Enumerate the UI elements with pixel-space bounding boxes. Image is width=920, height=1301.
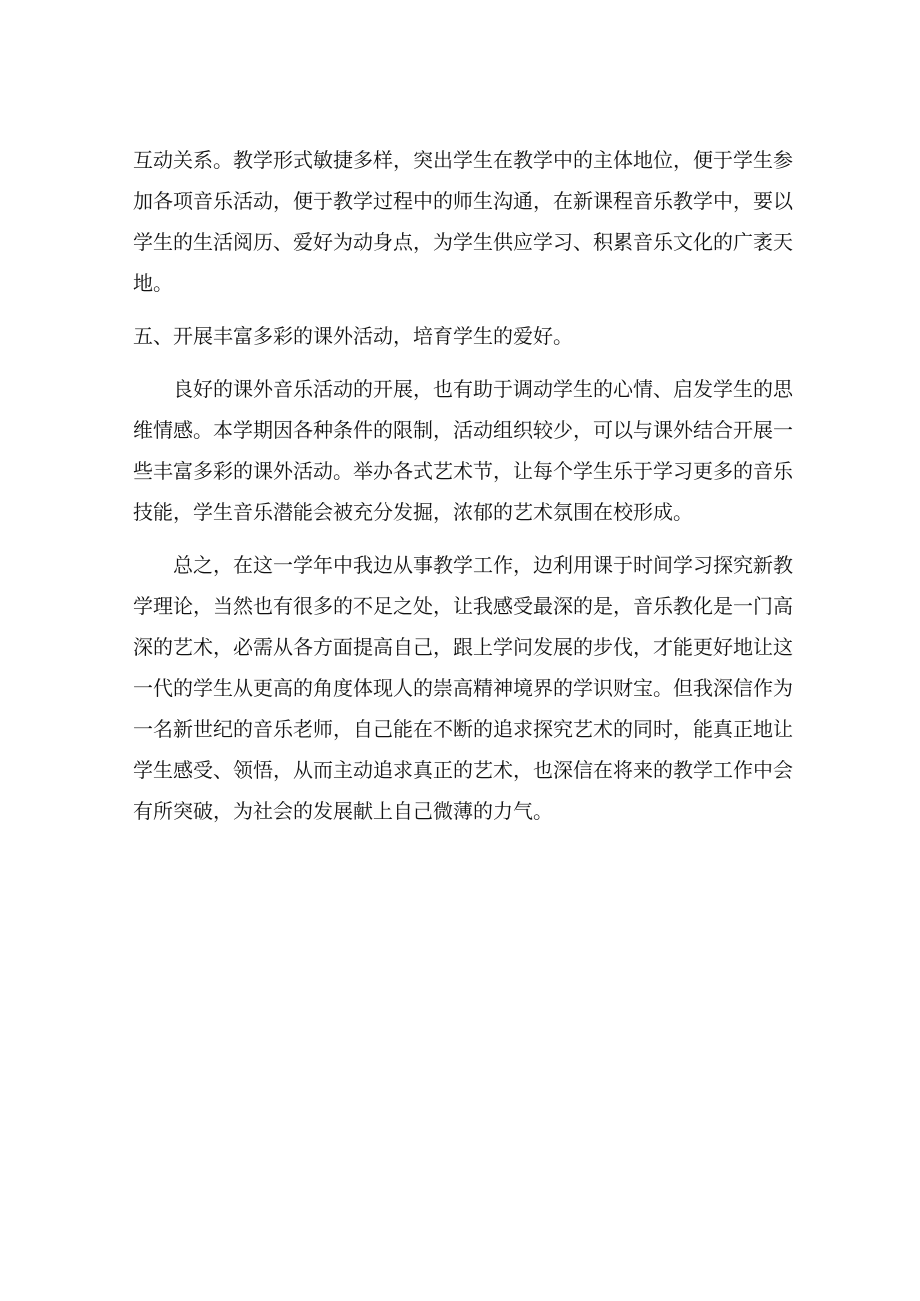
paragraph-continuation: 互动关系。教学形式敏捷多样，突出学生在教学中的主体地位，便于学生参加各项音乐活动，便于教学过程中的师生沟通，在新课程音乐教学中，要以学生的生活阅历、爱好为动身点，为学生供应学习、积累音乐文化的广袤天地。 bbox=[133, 148, 793, 295]
document-body bbox=[133, 140, 793, 844]
section-heading-five: 五、开展丰富多彩的课外活动，培育学生的爱好。 bbox=[133, 324, 573, 348]
paragraph-summary: 总之，在这一学年中我边从事教学工作，边利用课于时间学习探究新教学理论，当然也有很多的不足之处，让我感受最深的是，音乐教化是一门高深的艺术，必需从各方面提高自己，跟上学问发展的步伐，才能更好地让这一代的学生从更高的角度体现人的崇高精神境界的学识财宝。但我深信作为一名新世纪的音乐老师，自己能在不断的追求探究艺术的同时，能真正地让学生感受、领悟，从而主动追求真正的艺术，也深信在将来的教学工作中会有所突破，为社会的发展献上自己微薄的力气。 bbox=[133, 553, 793, 823]
paragraph-extracurricular: 良好的课外音乐活动的开展，也有助于调动学生的心情、启发学生的思维情感。本学期因各种条件的限制，活动组织较少，可以与课外结合开展一些丰富多彩的课外活动。举办各式艺术节，让每个学生乐于学习更多的音乐技能，学生音乐潜能会被充分发掘，浓郁的艺术氛围在校形成。 bbox=[133, 377, 793, 524]
